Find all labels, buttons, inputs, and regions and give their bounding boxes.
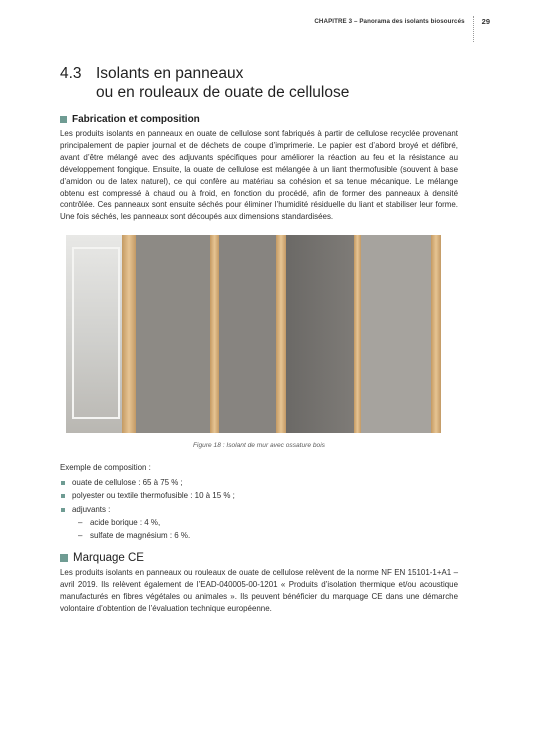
- fabrication-heading-text: Fabrication et composition: [72, 114, 200, 125]
- dash-bullet-icon: –: [78, 531, 83, 541]
- list-item: polyester ou textile thermofusible : 10 à 15 % ;: [60, 489, 458, 502]
- chapter-title: CHAPITRE 3 – Panorama des isolants biosourcés: [314, 18, 465, 25]
- square-bullet-icon: [60, 554, 68, 562]
- marquage-heading-text: Marquage CE: [73, 552, 144, 565]
- adjuvants-sublist: [72, 516, 458, 542]
- running-header: [314, 16, 490, 42]
- insulation-panel: [136, 235, 210, 433]
- marquage-paragraph: Les produits isolants en panneaux ou rouleaux de ouate de cellulose relèvent de la norme NF EN 15101-1+A1 – avril 2019. Ils relèvent également de l’EAD-040005-00-1201 « Produits d’isolation thermique et/ou acoustique manufacturés en fibres végétales ou animales ». Ils peuvent bénéficier du marquage CE dans une démarche volontaire d’obtention de l’évaluation technique européenne.: [60, 568, 458, 613]
- wood-stud: [210, 235, 219, 433]
- section-number: 4.3: [60, 65, 82, 82]
- section-title-line-1: Isolants en panneaux: [96, 65, 244, 82]
- dash-bullet-icon: –: [78, 517, 83, 527]
- insulation-panel: [286, 235, 354, 433]
- wood-stud: [354, 235, 361, 433]
- list-item: ouate de cellulose : 65 à 75 % ;: [60, 476, 458, 489]
- section-title-line-2: ou en rouleaux de ouate de cellulose: [96, 84, 350, 101]
- page-number: 29: [481, 17, 490, 26]
- section-title: [60, 64, 458, 102]
- square-bullet-icon: [60, 116, 67, 123]
- fabrication-heading: [60, 114, 458, 125]
- insulation-panel: [219, 235, 276, 433]
- wood-stud: [431, 235, 441, 433]
- page-content: [60, 64, 458, 615]
- fabrication-paragraph: Les produits isolants en panneaux en ouate de cellulose sont fabriqués à partir de cellulose recyclée provenant principalement de papier journal et de déchets de coupe d’imprimerie. Le papier est d’abord broyé et défibré, avant d’être mélangé avec des adjuvants spécifiques pour améliorer la réaction au feu et la résistance au développement fongique. Ensuite, la ouate de cellulose est mélangée à un liant thermofusible (souvent à base d’amidon ou de latex naturel), ce qui confère au matériau sa cohésion et sa tenue mécanique. Le mélange obtenu est compressé à chaud ou à froid, en fonction du procédé, afin de former des panneaux à densité contrôlée. Ces panneaux sont ensuite séchés pour éliminer l’humidité résiduelle du liant et stabiliser leur forme. Une fois séchés, les panneaux sont découpés aux dimensions standardisées.: [60, 129, 458, 222]
- sublist-item: – acide borique : 4 %,: [72, 516, 458, 529]
- wood-stud: [122, 235, 136, 433]
- composition-list: [60, 476, 458, 542]
- window-frame: [72, 247, 120, 419]
- list-item: adjuvants : – acide borique : 4 %, – sulfate de magnésium : 6 %.: [60, 503, 458, 543]
- sublist-item: – sulfate de magnésium : 6 %.: [72, 529, 458, 542]
- square-bullet-icon: [61, 481, 65, 485]
- wall-insulation-photo: [66, 235, 441, 433]
- square-bullet-icon: [61, 494, 65, 498]
- wood-stud: [276, 235, 286, 433]
- marquage-heading: [60, 552, 458, 564]
- insulation-panel: [361, 235, 431, 433]
- figure-caption: Figure 18 : Isolant de mur avec ossature bois: [193, 442, 325, 450]
- square-bullet-icon: [61, 508, 65, 512]
- header-divider: [473, 16, 474, 42]
- composition-intro: Exemple de composition :: [60, 463, 151, 473]
